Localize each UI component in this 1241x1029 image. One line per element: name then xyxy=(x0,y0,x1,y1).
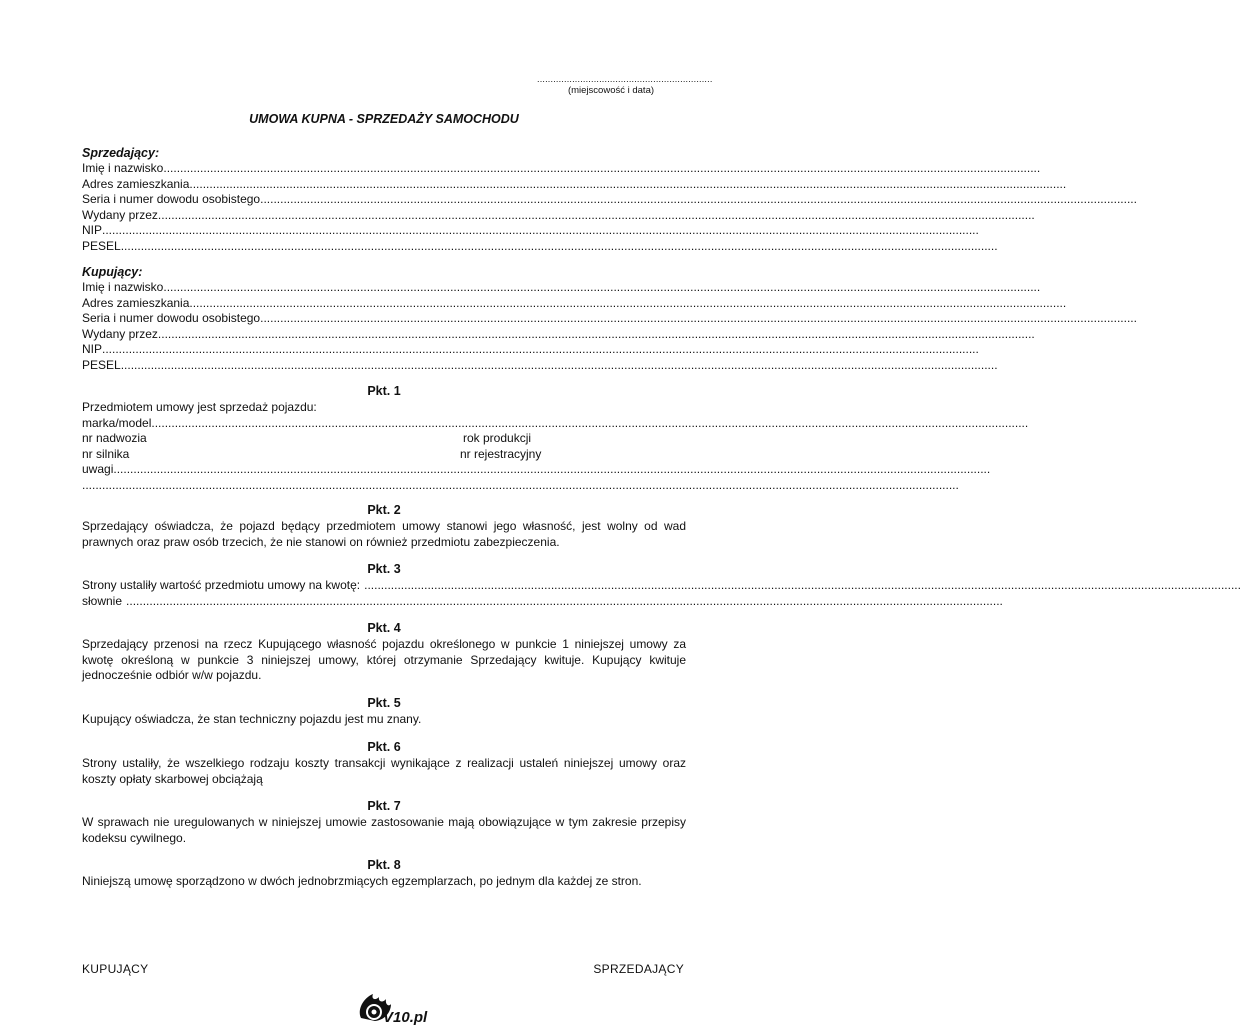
seller-address-line xyxy=(82,177,686,193)
pkt5-section xyxy=(82,695,686,728)
field-label: Imię i nazwisko xyxy=(82,280,164,294)
logo-text: V10.pl xyxy=(383,1009,428,1026)
amount-words-line xyxy=(82,594,686,610)
notes-line xyxy=(82,462,686,478)
pkt6-text: Strony ustaliły, że wszelkiego rodzaju koszty transakcji wynikające z realizacji ustaleń niniejszej umowy oraz koszty opłaty skarbowej obciążają xyxy=(82,756,686,786)
field-label: Wydany przez xyxy=(82,326,158,341)
flame-wheel-logo-icon xyxy=(355,988,428,1026)
field-label: nr rejestracyjny xyxy=(460,446,542,461)
vin-year-line xyxy=(82,431,686,447)
pkt6-title: Pkt. 6 xyxy=(367,740,401,754)
buyer-issued-line xyxy=(82,327,686,343)
engine-registration-line xyxy=(82,447,686,463)
field-label: słownie xyxy=(82,593,123,608)
field-label: uwagi xyxy=(82,462,114,476)
pkt4-section xyxy=(82,620,686,684)
field-label: Adres zamieszkania xyxy=(82,176,190,191)
pkt6-section xyxy=(82,739,686,787)
field-label: NIP xyxy=(82,342,103,356)
pkt2-text: Sprzedający oświadcza, że pojazd będący przedmiotem umowy stanowi jego własność, jest wolny od wad prawnych oraz praw osób trzecich, że nie stanowi on również przedmiotu zabezpieczenia. xyxy=(82,519,686,549)
seller-section xyxy=(82,146,686,254)
pkt7-text: W sprawach nie uregulowanych w niniejszej umowie zastosowanie mają obowiązujące w tym zakresie przepisy kodeksu cywilnego. xyxy=(82,815,686,845)
field-label: nr silnika xyxy=(82,446,130,461)
field-label: marka/model xyxy=(82,415,152,430)
pkt5-text: Kupujący oświadcza, że stan techniczny pojazdu jest mu znany. xyxy=(82,712,422,726)
document-title: UMOWA KUPNA - SPRZEDAŻY SAMOCHODU xyxy=(249,112,519,126)
pkt8-section xyxy=(82,857,686,890)
pkt3-title: Pkt. 3 xyxy=(367,562,401,576)
field-label: rok produkcji xyxy=(463,431,532,445)
field-label: PESEL xyxy=(82,357,121,372)
field-label: Adres zamieszkania xyxy=(82,295,190,310)
buyer-pesel-line xyxy=(82,358,686,374)
pkt5-title: Pkt. 5 xyxy=(367,696,401,710)
pkt1-intro: Przedmiotem umowy jest sprzedaż pojazdu: xyxy=(82,400,317,414)
field-label: NIP xyxy=(82,223,103,237)
field-label: PESEL xyxy=(82,238,121,253)
place-date-dots: ................................................................. xyxy=(537,74,713,84)
notes-line-2 xyxy=(82,478,686,494)
seller-issued-line xyxy=(82,208,686,224)
seller-id-line xyxy=(82,192,686,208)
pkt1-title: Pkt. 1 xyxy=(367,384,401,398)
seller-nip-line xyxy=(82,223,686,239)
buyer-address-line xyxy=(82,296,686,312)
seller-pesel-line xyxy=(82,239,686,255)
pkt7-title: Pkt. 7 xyxy=(367,799,401,813)
buyer-nip-line xyxy=(82,342,686,358)
pkt8-title: Pkt. 8 xyxy=(367,858,401,872)
field-label: Imię i nazwisko xyxy=(82,161,164,175)
field-label: Strony ustaliły wartość przedmiotu umowy na kwotę: xyxy=(82,578,361,592)
place-date-caption: (miejscowość i data) xyxy=(567,85,655,96)
pkt8-text: Niniejszą umowę sporządzono w dwóch jednobrzmiących egzemplarzach, po jednym dla każdej ze stron. xyxy=(82,874,642,888)
pkt4-title: Pkt. 4 xyxy=(367,621,401,635)
amount-line xyxy=(82,578,686,594)
buyer-section xyxy=(82,265,686,373)
seller-heading: Sprzedający: xyxy=(82,146,160,160)
pkt3-section xyxy=(82,561,686,609)
pkt2-title: Pkt. 2 xyxy=(367,503,401,517)
field-label: Seria i numer dowodu osobistego xyxy=(82,311,261,325)
pkt4-text: Sprzedający przenosi na rzecz Kupującego własność pojazdu określonego w punkcie 1 niniejszej umowy za kwotę określoną w punkcie 3 niniejszej umowy, której otrzymanie Sprzedający kwituje. Kupujący kwituje jednocześnie odbiór w/w pojazdu. xyxy=(82,637,686,682)
field-label: Wydany przez xyxy=(82,207,158,222)
pkt2-section xyxy=(82,502,686,550)
seller-signature-label: SPRZEDAJĄCY xyxy=(593,962,684,976)
pkt1-section xyxy=(82,383,686,493)
pkt7-section xyxy=(82,798,686,846)
buyer-name-line xyxy=(82,280,686,296)
field-label: nr nadwozia xyxy=(82,431,147,445)
buyer-signature-label: KUPUJĄCY xyxy=(82,962,149,976)
seller-name-line xyxy=(82,161,686,177)
place-date-field xyxy=(537,74,713,96)
buyer-heading: Kupujący: xyxy=(82,265,143,279)
buyer-id-line xyxy=(82,311,686,327)
field-label: Seria i numer dowodu osobistego xyxy=(82,192,261,206)
make-model-line xyxy=(82,416,686,432)
